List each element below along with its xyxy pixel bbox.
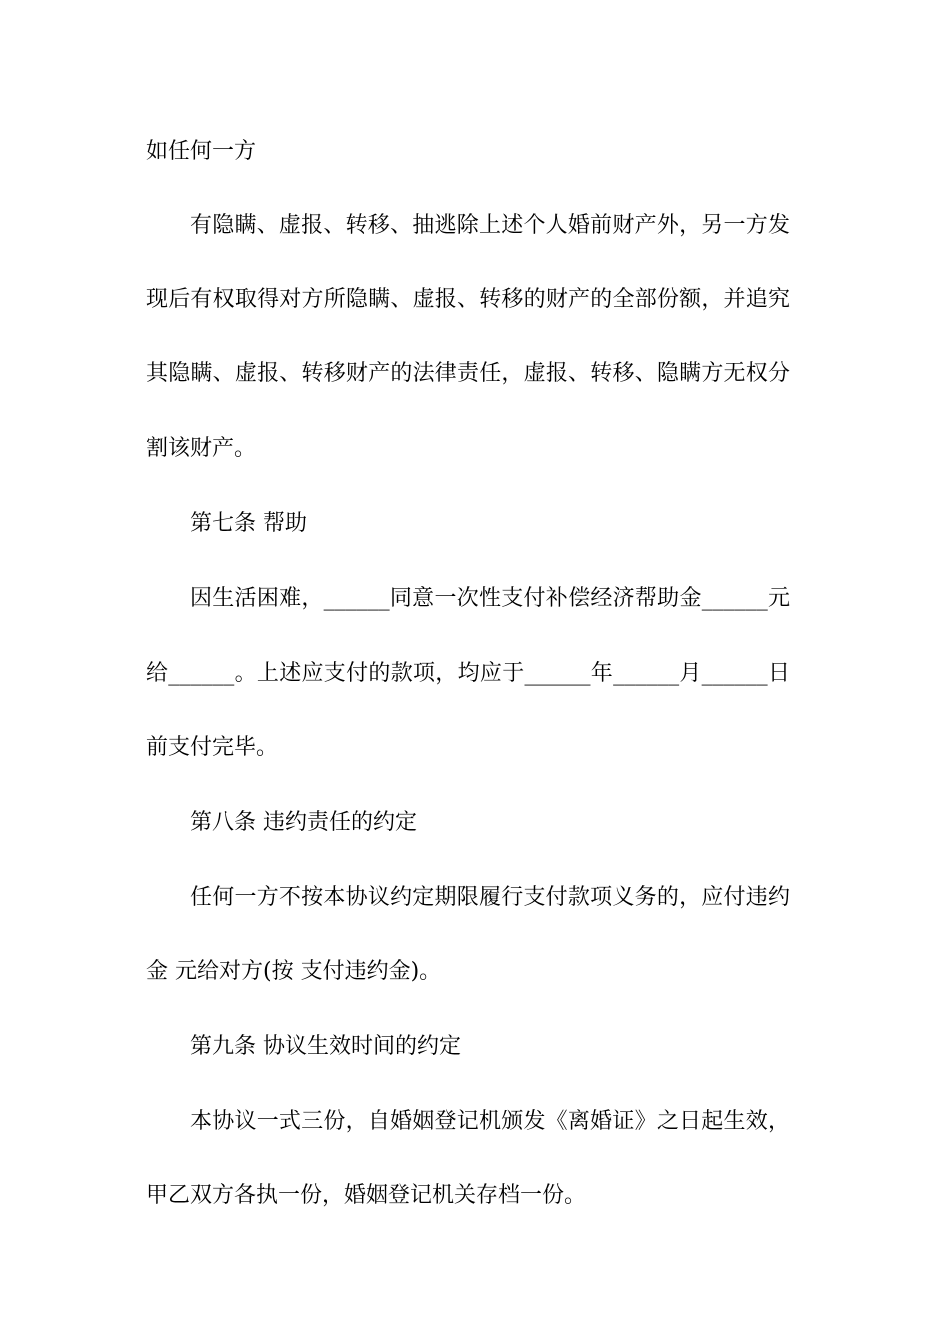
paragraph-line: 给______。上述应支付的款项，均应于______年______月______日 bbox=[146, 661, 790, 686]
section-heading: 第九条 协议生效时间的约定 bbox=[190, 1034, 461, 1059]
paragraph-line: 金 元给对方(按 支付违约金)。 bbox=[146, 959, 442, 984]
paragraph-line: 前支付完毕。 bbox=[146, 735, 279, 760]
paragraph-line: 因生活困难，______同意一次性支付补偿经济帮助金______元 bbox=[190, 586, 790, 611]
paragraph-line: 甲乙双方各执一份，婚姻登记机关存档一份。 bbox=[146, 1183, 587, 1208]
paragraph-line: 现后有权取得对方所隐瞒、虚报、转移的财产的全部份额，并追究 bbox=[146, 287, 790, 312]
paragraph-line: 任何一方不按本协议约定期限履行支付款项义务的，应付违约 bbox=[190, 885, 790, 910]
paragraph-line: 其隐瞒、虚报、转移财产的法律责任，虚报、转移、隐瞒方无权分 bbox=[146, 361, 790, 386]
section-heading: 第八条 违约责任的约定 bbox=[190, 810, 417, 835]
paragraph-line: 如任何一方 bbox=[146, 139, 257, 164]
section-heading: 第七条 帮助 bbox=[190, 511, 307, 536]
paragraph-line: 有隐瞒、虚报、转移、抽逃除上述个人婚前财产外，另一方发 bbox=[190, 213, 790, 238]
paragraph-line: 割该财产。 bbox=[146, 436, 257, 461]
paragraph-line: 本协议一式三份，自婚姻登记机颁发《离婚证》之日起生效， bbox=[190, 1109, 790, 1134]
